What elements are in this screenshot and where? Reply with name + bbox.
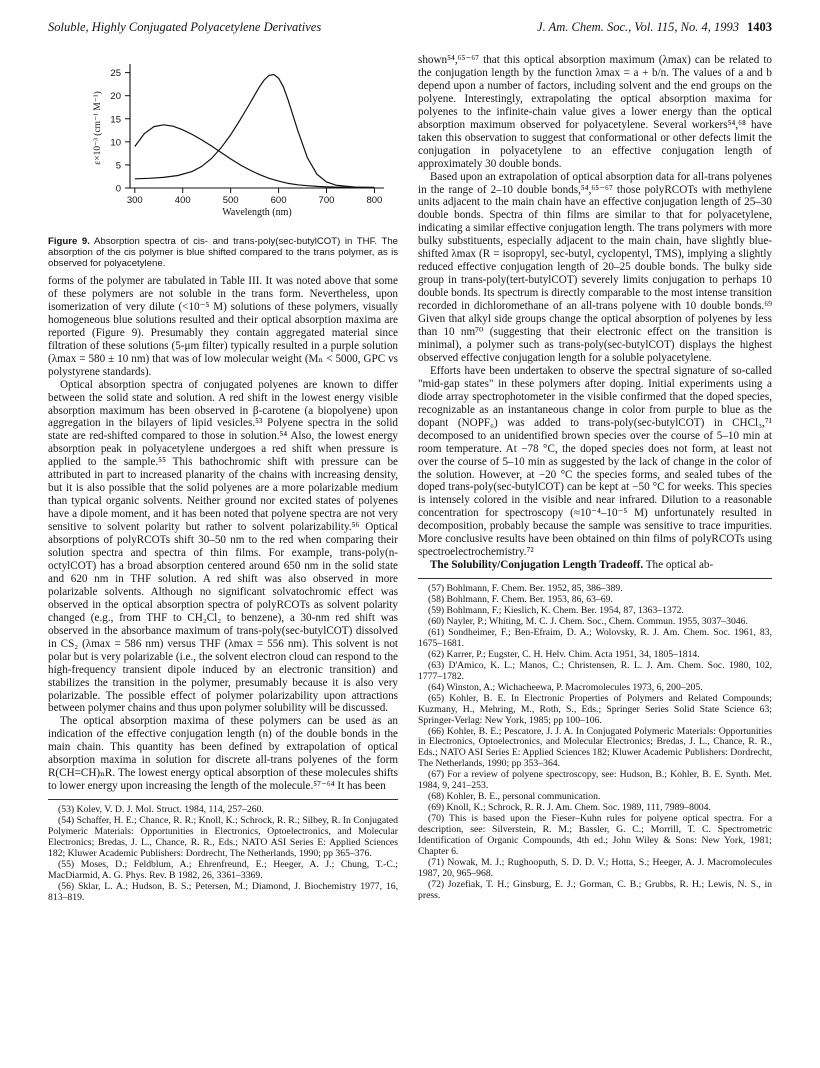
- x-tick-label: 700: [318, 195, 335, 206]
- x-axis-label: Wavelength (nm): [222, 207, 292, 218]
- figure-9: [48, 54, 398, 234]
- y-tick-label: 0: [115, 183, 121, 195]
- section-heading: The Solubility/Conjugation Length Tradeoff.: [430, 559, 644, 572]
- journal-citation: [537, 20, 772, 35]
- reference-item: (56) Sklar, L. A.; Hudson, B. S.; Petersen, M.; Diamond, J. Biochemistry 1977, 16, 813–819.: [48, 880, 398, 903]
- reference-item: (53) Kolev, V. D. J. Mol. Struct. 1984, 114, 257–260.: [58, 804, 264, 816]
- reference-item: (54) Schaffer, H. E.; Chance, R. R.; Knoll, K.; Schrock, R. R.; Silbey, R. In Conjugated Polymeric Materials: Opportunities in Electronics, Optoelectronics, and Molecular Electronics; Bredas, J. L., Chance, R. R., Eds.; NATO ASI Series E: Applied Sciences 182; Kluwer Academic Publishers: Dordrecht, The Netherlands, 1990; pp 365–376.: [48, 815, 398, 859]
- journal-name: J. Am. Chem. Soc., Vol. 115, No. 4, 1993: [537, 20, 739, 34]
- y-tick-label: 15: [110, 114, 121, 126]
- y-tick-label: 25: [110, 68, 121, 80]
- reference-item: (68) Kohler, B. E., personal communication.: [428, 791, 601, 803]
- x-tick-label: 500: [222, 195, 239, 206]
- reference-item: (70) This is based upon the Fieser–Kuhn rules for polyene optical spectra. For a description, see: Silverstein, R. M.; Bassler, G. C.; Morrill, T. C. Spectrometric Identification of Organic Compounds, 4th ed.; John Wiley & Sons: New York, 1981; Chapter 6.: [418, 813, 772, 857]
- body-paragraph: Optical absorption spectra of conjugated polyenes are known to differ between the solid state and solution. A red shift in the lowest energy visible absorption maximum has been observed in β-carotene (a biopolyene) upon aggregation in the bilayers of lipid vesicles.⁵³ Polyene spectra in the solid state are red-shifted compared to those in solution.⁵⁴ Also, the lowest energy absorption peak in polyacetylene undergoes a red shift when pressure is applied to the sample.⁵⁵ This bathochromic shift with pressure can be attributed in part to increased planarity of the chains with increasing density, but it is also possible that the solid polyenes are a more polarizable medium than typical organic solvents. Neither ground nor excited states of polyenes have a dipole moment, and it has been noted that polyene spectra are not very sensitive to solvent polarity but rather to solvent polarizability.⁵⁶ Optical absorptions of polyRCOTs shift 30–50 nm to the red when comparing their solution spectra and spectra of thin films. For example, trans-poly(n-octylCOT) has a broad absorption centered around 650 nm in the solid state and 620 nm in THF solution. A red shift was also observed in more polarizable solvents. Although no significant solvatochromic effect was observed in the optical absorption spectra of polyRCOTs as solvent polarity changed (e.g., from THF to CH₂Cl₂ to benzene), a 30-nm red shift was observed in the absorbance maximum of trans-poly(sec-butylCOT) dissolved in CS₂ (λmax = 586 nm) versus THF (λmax = 556 nm). This solvent is not polar but is very polarizable (i.e., the solvent electron cloud can respond to the high-frequency transient dipole induced by an electronic transition) and stabilizes the transition in the polymer, presumably because it is also very polarizable. The possible effect of polymer polarizability upon attractions between polymer chains and thus upon polymer solubility will be discussed.: [48, 378, 398, 715]
- x-tick-label: 300: [126, 195, 143, 206]
- y-tick-label: 5: [115, 160, 121, 172]
- x-tick-label: 600: [270, 195, 287, 206]
- reference-item: (63) D'Amico, K. L.; Manos, C.; Christensen, R. L. J. Am. Chem. Soc. 1980, 102, 1777–1782.: [418, 659, 772, 682]
- reference-item: (72) Jozefiak, T. H.; Ginsburg, E. J.; Gorman, C. B.; Grubbs, R. H.; Lewis, N. S., in press.: [418, 878, 772, 901]
- y-tick-label: 10: [110, 137, 121, 149]
- section-text: The optical ab-: [643, 559, 714, 572]
- caption-text: Absorption spectra of cis- and trans-poly(sec-butylCOT) in THF. The absorption of the cis polymer is blue shifted compared to the trans polymer, as is observed for polyacetylene.: [48, 236, 398, 269]
- footnotes-left: [48, 799, 398, 904]
- running-header: [48, 20, 772, 38]
- running-title: Soluble, Highly Conjugated Polyacetylene Derivatives: [48, 20, 322, 34]
- series-line-1: [135, 125, 375, 188]
- body-paragraph: Efforts have been undertaken to observe the spectral signature of so-called "mid-gap states" in these polymers after doping. Initial experiments using a diode array spectrophotometer in the visible confirmed that the doped species, recognizable as an instantaneous change in color from purple to blue as the dopant (NOPF₆) was added to trans-poly(sec-butylCOT) in CHCl₃,⁷¹ decomposed to an unidentified brown species over the course of 5–10 min at room temperature. At −78 °C, the doped species does not form, at least not over the course of 5–10 min as suggested by the lack of change in the color of the solution. However, at −20 °C the species forms, and sealed tubes of the doped trans-poly(sec-butylCOT) can be kept at −50 °C for weeks. This species is intensely colored in the visible and near infrared. Dilution to a reasonable concentration for spectroscopy (≈10⁻⁴–10⁻⁵ M) unfortunately resulted in decomposition, probably because the sample was sensitive to trace impurities. More conclusive results have been obtained on thin films of polyRCOTs using spectroelectrochemistry.⁷²: [418, 364, 772, 559]
- reference-item: (62) Karrer, P.; Eugster, C. H. Helv. Chim. Acta 1951, 34, 1805–1814.: [428, 648, 700, 660]
- reference-item: (59) Bohlmann, F.; Kieslich, K. Chem. Ber. 1954, 87, 1363–1372.: [428, 605, 684, 617]
- caption-label: Figure 9.: [48, 236, 90, 247]
- reference-item: (58) Bohlmann, F. Chem. Ber. 1953, 86, 63–69.: [428, 594, 613, 606]
- reference-item: (55) Moses, D.; Feldblum, A.; Ehrenfreund, E.; Heeger, A. J.; Chung, T.-C.; MacDiarmid, A. G. Phys. Rev. B 1982, 26, 3361–3369.: [48, 858, 398, 881]
- footnotes-right: [418, 578, 772, 902]
- section-start: [418, 559, 772, 572]
- reference-item: (61) Sondheimer, F.; Ben-Efraim, D. A.; Wolovsky, R. J. Am. Chem. Soc. 1961, 83, 1675–1681.: [418, 626, 772, 649]
- right-column: [418, 54, 772, 902]
- x-tick-label: 400: [174, 195, 191, 206]
- reference-item: (67) For a review of polyene spectroscopy, see: Hudson, B.; Kohler, B. E. Synth. Met. 1984, 9, 241–253.: [418, 769, 772, 792]
- reference-item: (66) Kohler, B. E.; Pescatore, J. J. A. In Conjugated Polymeric Materials: Opportunities in Electronics, Optoelectronics, and Molecular Electronics; Bredas, J. L., Chance, R. R., Eds.; NATO ASI Series E: Applied Sciences 182; Kluwer Academic Publishers: Dordrecht, The Netherlands, 1990; pp 353–364.: [418, 725, 772, 770]
- body-paragraph: The optical absorption maxima of these polymers can be used as an indication of the effective conjugation length (n) of the double bonds in the main chain. This quantity has been defined by extrapolation of optical absorption maxima in solution for discrete all-trans polyenes of the form R(CH=CH)ₙR. The lowest energy optical absorption of these molecules shifts to lower energy upon increasing the length of the molecule.⁵⁷⁻⁶⁴ It has been: [48, 715, 398, 793]
- body-paragraph: forms of the polymer are tabulated in Table III. It was noted above that some of these polymers are not soluble in the trans form. Nevertheless, upon isomerization of very dilute (<10⁻⁵ M) solutions of these polymers, visually homogeneous blue solutions resulted and their optical absorption maxima are reported (Figure 9). Presumably they contain aggregated material since filtration of these solutions (5-μm filter) typically resulted in a purple solution (λmax = 580 ± 10 nm) that was of low molecular weight (Mₙ < 5000, GPC vs polystyrene standards).: [48, 275, 398, 378]
- absorption-chart: [48, 54, 398, 234]
- reference-item: (71) Nowak, M. J.; Rughooputh, S. D. D. V.; Hotta, S.; Heeger, A. J. Macromolecules 1987, 20, 965–968.: [418, 856, 772, 879]
- figure-caption: [48, 236, 398, 269]
- reference-item: (65) Kohler, B. E. In Electronic Properties of Polymers and Related Compounds; Kuzmany, H., Mehring, M., Roth, S., Eds.; Springer Series Solid State Science 63; Springer-Verlag: New York, 1985; pp 100–106.: [418, 692, 772, 726]
- y-tick-label: 20: [110, 91, 121, 103]
- x-tick-label: 800: [366, 195, 383, 206]
- y-axis-label: ε×10⁻³ (cm⁻¹ M⁻¹): [93, 91, 103, 165]
- reference-item: (60) Nayler, P.; Whiting, M. C. J. Chem. Soc., Chem. Commun. 1955, 3037–3046.: [428, 615, 748, 627]
- reference-item: (64) Winston, A.; Wichacheewa, P. Macromolecules 1973, 6, 200–205.: [428, 681, 703, 693]
- body-paragraph: Based upon an extrapolation of optical absorption data for all-trans polyenes in the range of 2–10 double bonds,⁵⁴,⁶⁵⁻⁶⁷ those polyRCOTs with methylene units adjacent to the main chain have an effective conjugation length of 25–30 double bonds. Spectra of thin films are similar to that for polyacetylene, indicating a similar effective conjugation length. The trans polymers with more bulky substituents, especially adjacent to the main chain, have slightly blue-shifted λmax (R = isopropyl, sec-butyl, cyclopentyl, TMS), implying a slightly reduced effective conjugation length of 20–25 double bonds. The bulky side group in trans-poly(tert-butylCOT) severely limits conjugation to perhaps 10 double bonds. Its spectrum is directly comparable to the most intense transition recorded in dichloromethane of an all-trans polyene with 10 double bonds.⁶⁹ Given that alkyl side groups change the optical absorption of polyenes by less than 10 nm⁷⁰ (suggesting that their electronic effect on the transition is minimal), a polymer such as trans-poly(sec-butylCOT) displays the highest observed effective conjugation length for a soluble polyacetylene.: [418, 170, 772, 364]
- left-column: [48, 54, 398, 904]
- series-line-2: [135, 75, 375, 188]
- reference-item: (57) Bohlmann, F. Chem. Ber. 1952, 85, 386–389.: [428, 583, 623, 595]
- body-paragraph: shown⁵⁴,⁶⁵⁻⁶⁷ that this optical absorption maximum (λmax) can be related to the conjugation length by the function λmax = a + b/n. The values of a and b depend upon a number of factors, including solvent and the end groups on the polyene. Interestingly, extrapolating the optical absorption maxima for polyenes to the infinite-chain value gives a lower energy than the optical absorption maximum observed for polyacetylene. Several workers⁵⁴,⁶⁸ have taken this observation to suggest that conformational or other defects limit the conjugation in polyacetylene to an effective conjugation length of approximately 30 double bonds.: [418, 54, 772, 170]
- reference-item: (69) Knoll, K.; Schrock, R. R. J. Am. Chem. Soc. 1989, 111, 7989–8004.: [428, 802, 711, 814]
- page-number: 1403: [747, 20, 772, 34]
